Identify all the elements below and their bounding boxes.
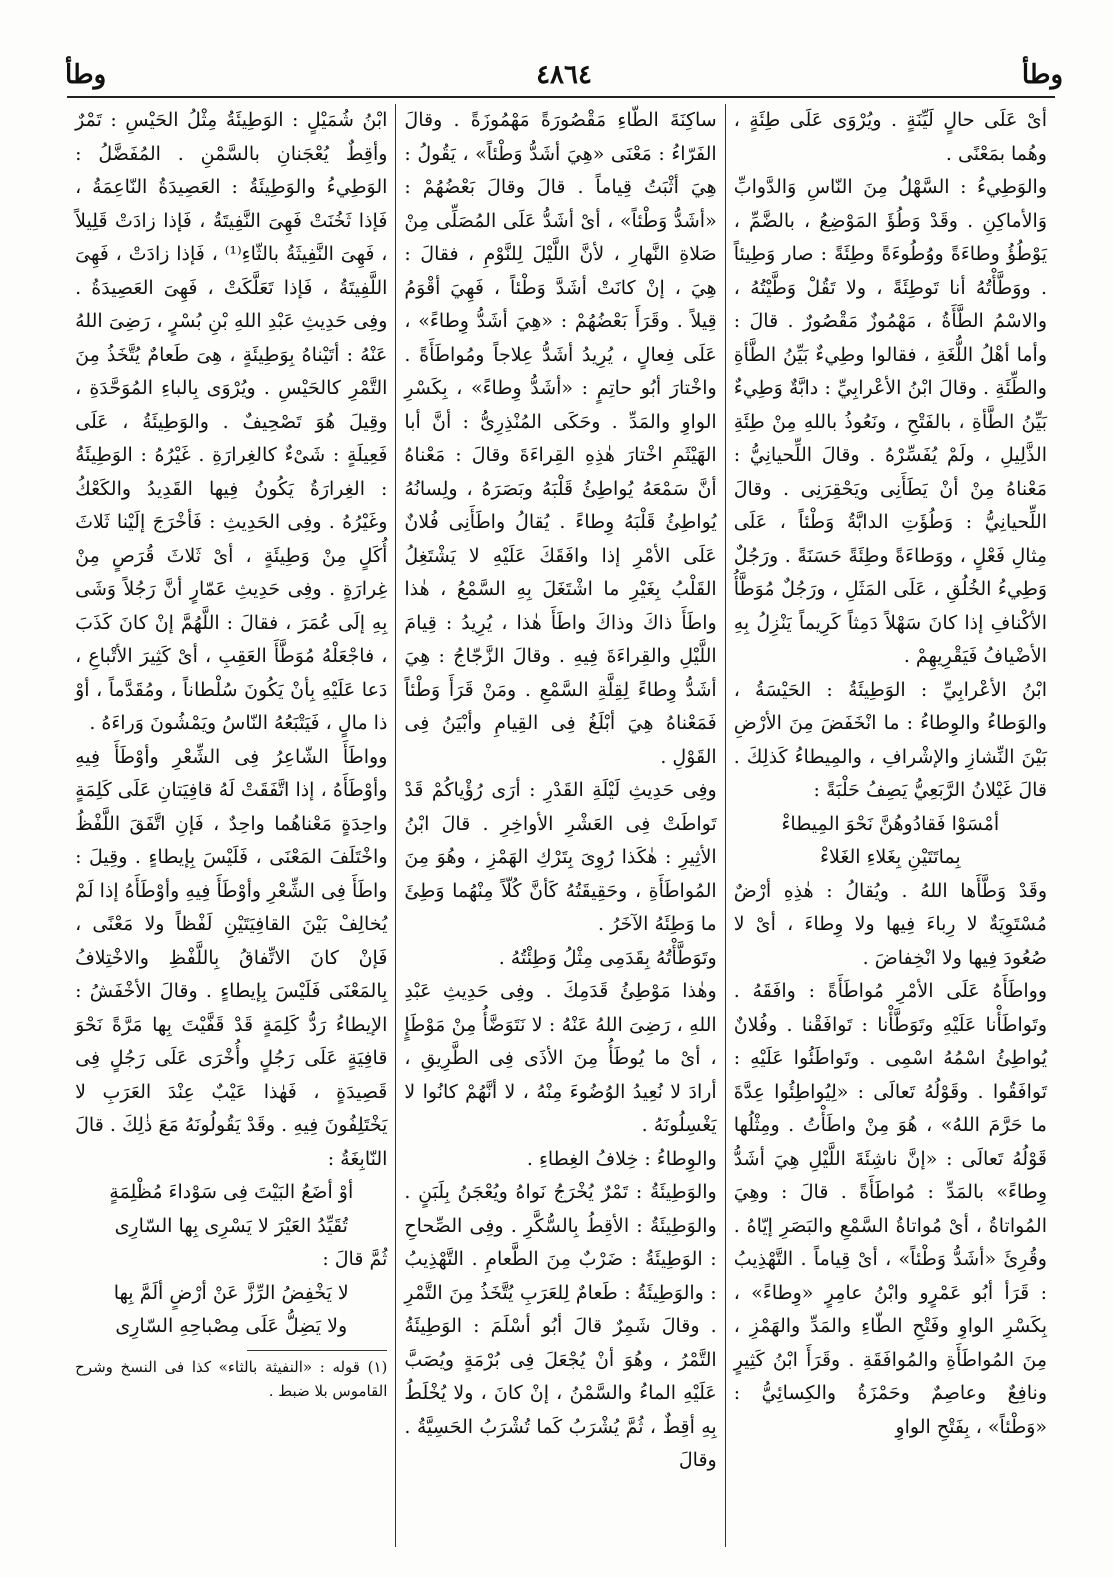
column-right bbox=[726, 104, 1055, 1547]
page-number: ٤٨٦٤ bbox=[536, 60, 592, 90]
paragraph: أىْ عَلَى حالٍ لَيِّنَةٍ . ويُرْوَى عَلَى طِئَةٍ ، وهُما بمَعْنًى . bbox=[733, 109, 1047, 165]
header-rule bbox=[67, 96, 1055, 98]
text-columns bbox=[67, 104, 1055, 1547]
column-middle bbox=[396, 104, 725, 1547]
verse-line: أمْسَوْا فَقادُوهُنَّ نَحْوَ المِيطاءْ bbox=[781, 812, 1000, 835]
running-headword-left: وطأ bbox=[65, 60, 107, 90]
paragraph: والوِطاءُ : خِلافُ الغِطاءِ . bbox=[526, 1147, 717, 1170]
running-headword-right: وطأ bbox=[1021, 60, 1063, 90]
paragraph: وقَدْ وَطَّأَها اللهُ . ويُقالُ : هٰذِهِ أرْضٌ مُسْتَوِيَةٌ لا رِباءَ فِيها ولا وِطاءَ ، أىْ لا صُعُودَ فِيها ولا انْخِفاضَ . bbox=[733, 879, 1047, 969]
paragraph: وواطَأَهُ عَلَى الأمْرِ مُواطَأَةً : وافَقَهُ . وتَواطَأْنا عَلَيْهِ وتَوَطَّأْنا : تَوافَقْنا . وفُلانٌ يُواطِئُ اسْمُهُ اسْمِى . وتَواطَئُوا عَلَيْهِ : تَوافَقُوا . وقَوْلُهُ تَعالَى : «لِيُواطِئُوا عِدَّةَ ما حَرَّمَ اللهُ» ، هُوَ مِنْ واطَأْتُ . ومِثْلُها قَوْلُهُ تَعالَى : «إنَّ ناشِئَةَ اللَّيْلِ هِيَ أشَدُّ وِطاءً» بالمَدِّ : مُواطَأَةً . قالَ : وهِيَ المُواتاةُ ، أىْ مُواتاةُ السَّمْعِ والبَصَرِ إيّاهُ . وقُرِئَ «أشَدُّ وَطْئاً» ، أىْ قِياماً . التَّهْذِيبُ : قَرَأ أبُو عَمْرٍو وابْنُ عامِرٍ «وِطاءً» ، بِكَسْرِ الواوِ وفَتْحِ الطّاءِ والمَدِّ والهَمْزِ ، مِنَ المُواطَأَةِ والمُوافَقَةِ . وقَرَأَ ابْنُ كَثِيرٍ ونافِعٌ وعاصِمٌ وحَمْزَةُ والكِسائِيُّ : «وَطْئاً» ، بِفَتْحِ الواوِ bbox=[733, 980, 1047, 1438]
page-header bbox=[55, 60, 1073, 100]
paragraph: وفِى حَدِيثِ لَيْلَةِ القَدْرِ : أرَى رُؤْياكُمْ قَدْ تَواطَتْ فِى العَشْرِ الأواخِرِ . قالَ ابْنُ الأثِيرِ : هٰكَذا رُوِىَ بِتَرْكِ الهَمْزِ ، وهُوَ مِنَ المُواطَأَةِ ، وحَقِيقَتُهُ كَأنَّ كُلّاً مِنْهُما وَطِئَ ما وَطِئَهُ الآخَرُ . bbox=[404, 779, 717, 935]
paragraph: وهٰذا مَوْطِئُ قَدَمِكَ . وفِى حَدِيثِ عَبْدِ اللهِ ، رَضِىَ اللهُ عَنْهُ : لا نَتَوَضَّأُ مِنْ مَوْطَإٍ ، أىْ ما يُوطَأُ مِنَ الأذَى فِى الطَّرِيقِ ، أرادَ لا نُعِيدُ الوُضُوءَ مِنْهُ ، لا أنَّهُمْ كانُوا لا يَغْسِلُونَهُ . bbox=[404, 980, 717, 1136]
verse-line: تُقَيِّدُ العَيْرَ لا يَسْرِى بِها السّارِى bbox=[114, 1214, 348, 1237]
paragraph: ابْنُ شُمَيْلٍ : الوَطِيئَةُ مِثْلُ الحَيْسِ : تَمْرٌ وأقِطٌ يُعْجَنانِ بالسَّمْنِ . المُفَضَّلُ : الوَطِيءُ والوَطِيئَةُ : العَصِيدَةُ النّاعِمَةُ ، فَإذا ثَخُنَتْ فَهِىَ النَّفِيتَةُ ، فَإذا زادَتْ قَلِيلاً ، فَهِىَ النَّفِيثَةُ بالثّاءِ⁽¹⁾ ، فَإذا زادَتْ ، فَهِىَ اللَّفِيتَةُ ، فَإذا تَعَلَّكَتْ ، فَهِىَ العَصِيدَةُ . وفِى حَدِيثِ عَبْدِ اللهِ بْنِ بُسْرٍ ، رَضِىَ اللهُ عَنْهُ : أتَيْناهُ بِوَطِيئَةٍ ، هِىَ طَعامٌ يُتَّخَذُ مِنَ التَّمْرِ كالحَيْسِ . ويُرْوَى بِالباءِ المُوَحَّدَةِ ، وقِيلَ هُوَ تَصْحِيفٌ . والوَطِيئَةُ ، عَلَى فَعِيلَةٍ : شَىْءٌ كالغِرارَةِ . غَيْرُهُ : الوَطِيئَةُ : الغِرارَةُ يَكُونُ فِيها القَدِيدُ والكَعْكُ وغَيْرُهُ . وفِى الحَدِيثِ : فَأخْرَجَ إلَيْنا ثَلاثَ أُكَلٍ مِنْ وَطِيئَةٍ ، أىْ ثَلاثَ قُرَصٍ مِنْ غِرارَةٍ . وفِى حَدِيثِ عَمّارٍ أنَّ رَجُلاً وَشَى بِهِ إلَى عُمَرَ ، فقالَ : اللَّهُمَّ إنْ كانَ كَذَبَ ، فاجْعَلْهُ مُوَطَّأَ العَقِبِ ، أىْ كَثِيرَ الأتْباعِ ، دَعا عَلَيْهِ بِأنْ يَكُونَ سُلْطاناً ، ومُقَدَّماً ، أوْ ذا مالٍ ، فَيَتْبَعُهُ النّاسُ ويَمْشُونَ وَراءَهُ . bbox=[75, 109, 388, 734]
verse-line: بِماتَتَيْنِ بِغَلاءِ الغَلاءْ bbox=[820, 846, 961, 868]
paragraph: والوَطِيءُ : السَّهْلُ مِنَ النّاسِ وَالدَّوابِّ وَالأماكِنِ . وقَدْ وَطُؤَ المَوْضِعُ ، بالضَّمِّ ، يَوْطُؤُ وطاءَةً ووُطُوءَةً وطِئَةً : صار وَطِيئاً . ووَطَّأْتُهُ أنا تَوطِئَةً ، ولا تَقُلْ وَطَّيْتُهُ ، والاسْمُ الطَّأَةُ ، مَهْمُوزٌ مَقْصُورٌ . قالَ : وأما أهْلُ اللُّغَةِ ، فقالوا وطِيءٌ بَيِّنُ الطَّأةِ والطِّئَةِ . وقالَ ابْنُ الأعْرابِيِّ : دابَّةٌ وَطِيءٌ بَيِّنُ الطَّأةِ ، بالفَتْحِ ، ونَعُوذُ باللهِ مِنْ طِئَةِ الذَّلِيلِ ، ولَمْ يُفَسِّرْهُ . وقالَ اللِّحيانِيُّ : مَعْناهُ مِنْ أنْ يَطَأَنِى ويَحْقِرَنِى . وقالَ اللِّحيانِيُّ : وَطُؤَتِ الدابَّةُ وَطْئاً ، عَلَى مِثالِ فَعْلٍ ، ووَطاءَةً وطِئَةً حَسَنَةً . ورَجُلٌ وَطِيءُ الخُلُقِ ، عَلَى المَثَلِ ، ورَجُلٌ مُوَطَّأُ الأكْنافِ إذا كانَ سَهْلاً دَمِثاً كَرِيماً يَنْزِلُ بِهِ الأضْيافُ فَيَقْرِيهِمْ . bbox=[733, 176, 1047, 667]
column-left bbox=[67, 104, 396, 1547]
paragraph: وتَوَطَّأْتُهُ بِقَدَمِى مِثْلُ وَطِئْتُهُ . bbox=[498, 946, 717, 969]
paragraph: ابْنُ الأعْرابِيِّ : الوَطِيئَةُ : الحَيْسَةُ ، والوَطاءُ والوِطاءُ : ما انْخَفَضَ مِنَ الأرْضِ بَيْنَ النِّشازِ والإشْرافِ ، والمِيطاءُ كَذلِكَ . قالَ غَيْلانُ الرَّبَعِيُّ يَصِفُ حَلْبَةً : bbox=[733, 678, 1047, 801]
verse-line: أوْ أضَعُ البَيْتَ فِى سَوْداءَ مُظْلِمَةٍ bbox=[109, 1181, 354, 1203]
verse-line: ولا يَضِلُّ عَلَى مِصْباحِهِ السّارِى bbox=[115, 1315, 348, 1337]
paragraph: ثُمَّ قالَ : bbox=[322, 1248, 388, 1270]
paragraph: ساكِنَةَ الطّاءِ مَقْصُورَةً مَهْمُوزَةً . وقالَ الفَرّاءُ : مَعْنَى «هِيَ أشَدُّ وَطْئاً» ، يَقُولُ : هِيَ أثْبَتُ قِياماً . قالَ وقالَ بَعْضُهُمْ : «أشَدُّ وَطْئاً» ، أىْ أشَدُّ عَلَى المُصَلِّى مِنْ صَلاةِ النَّهارِ ، لأنَّ اللَّيْلَ لِلنَّوْمِ ، فقالَ : هِيَ ، إنْ كانَتْ أشَدَّ وَطْئاً ، فَهِيَ أقْوَمُ قِيلاً . وقَرَأَ بَعْضُهُمْ : «هِيَ أشَدُّ وِطاءً» ، عَلَى فِعالٍ ، يُرِيدُ أشَدُّ عِلاجاً ومُواطَأَةً . واخْتارَ أبُو حاتِمٍ : «أشَدُّ وِطاءً» ، بِكَسْرِ الواوِ والمَدِّ . وحَكَى المُنْذِرِىُّ : أنَّ أبا الهَيْثَمِ اخْتارَ هٰذِهِ القِراءَةَ وقالَ : مَعْناهُ أنَّ سَمْعَهُ يُواطِئُ قَلْبَهُ وبَصَرَهُ ، ولِسانُهُ يُواطِئُ قَلْبَهُ وِطاءً . يُقالُ واطَأَنِى فُلانٌ عَلَى الأمْرِ إذا وافَقَكَ عَلَيْهِ لا يَشْتَغِلُ القَلْبُ بِغَيْرِ ما اشْتَغَلَ بِهِ السَّمْعُ ، هٰذا واطَأَ ذاكَ وذاكَ واطَأَ هٰذا ، يُرِيدُ : قِيامَ اللَّيْلِ والقِراءَةَ فِيهِ . وقالَ الزَّجّاجُ : هِيَ أشَدُّ وِطاءً لِقِلَّةِ السَّمْعِ . ومَنْ قَرَأَ وَطْئاً فَمَعْناهُ هِيَ أبْلَغُ فِى القِيامِ وأبْيَنُ فِى القَوْلِ . bbox=[404, 109, 717, 768]
paragraph: وواطَأَ الشّاعِرُ فِى الشِّعْرِ وأوْطَأَ فِيهِ وأوْطَأَهُ ، إذا اتَّفَقَتْ لَهُ قافِيَتانِ عَلَى كَلِمَةٍ واحِدَةٍ مَعْناهُما واحِدٌ ، فَإنِ اتَّفَقَ اللَّفْظُ واخْتَلَفَ المَعْنَى ، فَلَيْسَ بِإيطاءٍ . وقِيلَ : واطَأَ فِى الشِّعْرِ وأوْطَأَ فِيهِ وأوْطَأَهُ إذا لَمْ يُخالِفْ بَيْنَ القافِيَتَيْنِ لَفْظاً ولا مَعْنًى ، فَإنْ كانَ الاتِّفاقُ بِاللَّفْظِ والاخْتِلافُ بِالمَعْنَى فَلَيْسَ بِإيطاءٍ . وقالَ الأخْفَشُ : الإيطاءُ رَدُّ كَلِمَةٍ قَدْ قَفَّيْتَ بِها مَرَّةً نَحْوَ قافِيَةٍ عَلَى رَجُلٍ وأُخْرَى عَلَى رَجُلٍ فِى قَصِيدَةٍ ، فَهٰذا عَيْبٌ عِنْدَ العَرَبِ لا يَخْتَلِفُونَ فِيهِ . وقَدْ يَقُولُونَهُ مَعَ ذٰلِكَ . قالَ النّابِغَةُ : bbox=[75, 745, 388, 1170]
paragraph: والوَطِيئَةُ : تَمْرٌ يُخْرَجُ نَواهُ ويُعْجَنُ بِلَبَنٍ . والوَطِيئَةُ : الأقِطُ بِالسُّكَّرِ . وفِى الصِّحاحِ : الوَطِيئَةُ : ضَرْبٌ مِنَ الطَّعامِ . التَّهْذِيبُ : والوَطِيئَةُ : طَعامٌ لِلعَرَبِ يُتَّخَذُ مِنَ التَّمْرِ . وقالَ شَمِرٌ قالَ أبُو أسْلَمَ : الوَطِيئَةُ التَّمْرُ ، وهُوَ أنْ يُجْعَلَ فِى بُرْمَةٍ ويُصَبَّ عَلَيْهِ الماءُ والسَّمْنُ ، إنْ كانَ ، ولا يُخْلَطُ بِهِ أقِطٌ ، ثُمَّ يُشْرَبُ كَما تُشْرَبُ الحَسِيَّةُ . وقالَ bbox=[404, 1181, 717, 1471]
footnote-rule bbox=[247, 1350, 388, 1351]
footnote: (١) قوله : «النفيثة بالثاء» كذا فى النسخ وشرح القاموس بلا ضبط . bbox=[75, 1357, 388, 1400]
verse-line: لا يَخْفِضُ الرِّزَّ عَنْ أرْضٍ ألَمَّ بِها bbox=[113, 1281, 349, 1304]
